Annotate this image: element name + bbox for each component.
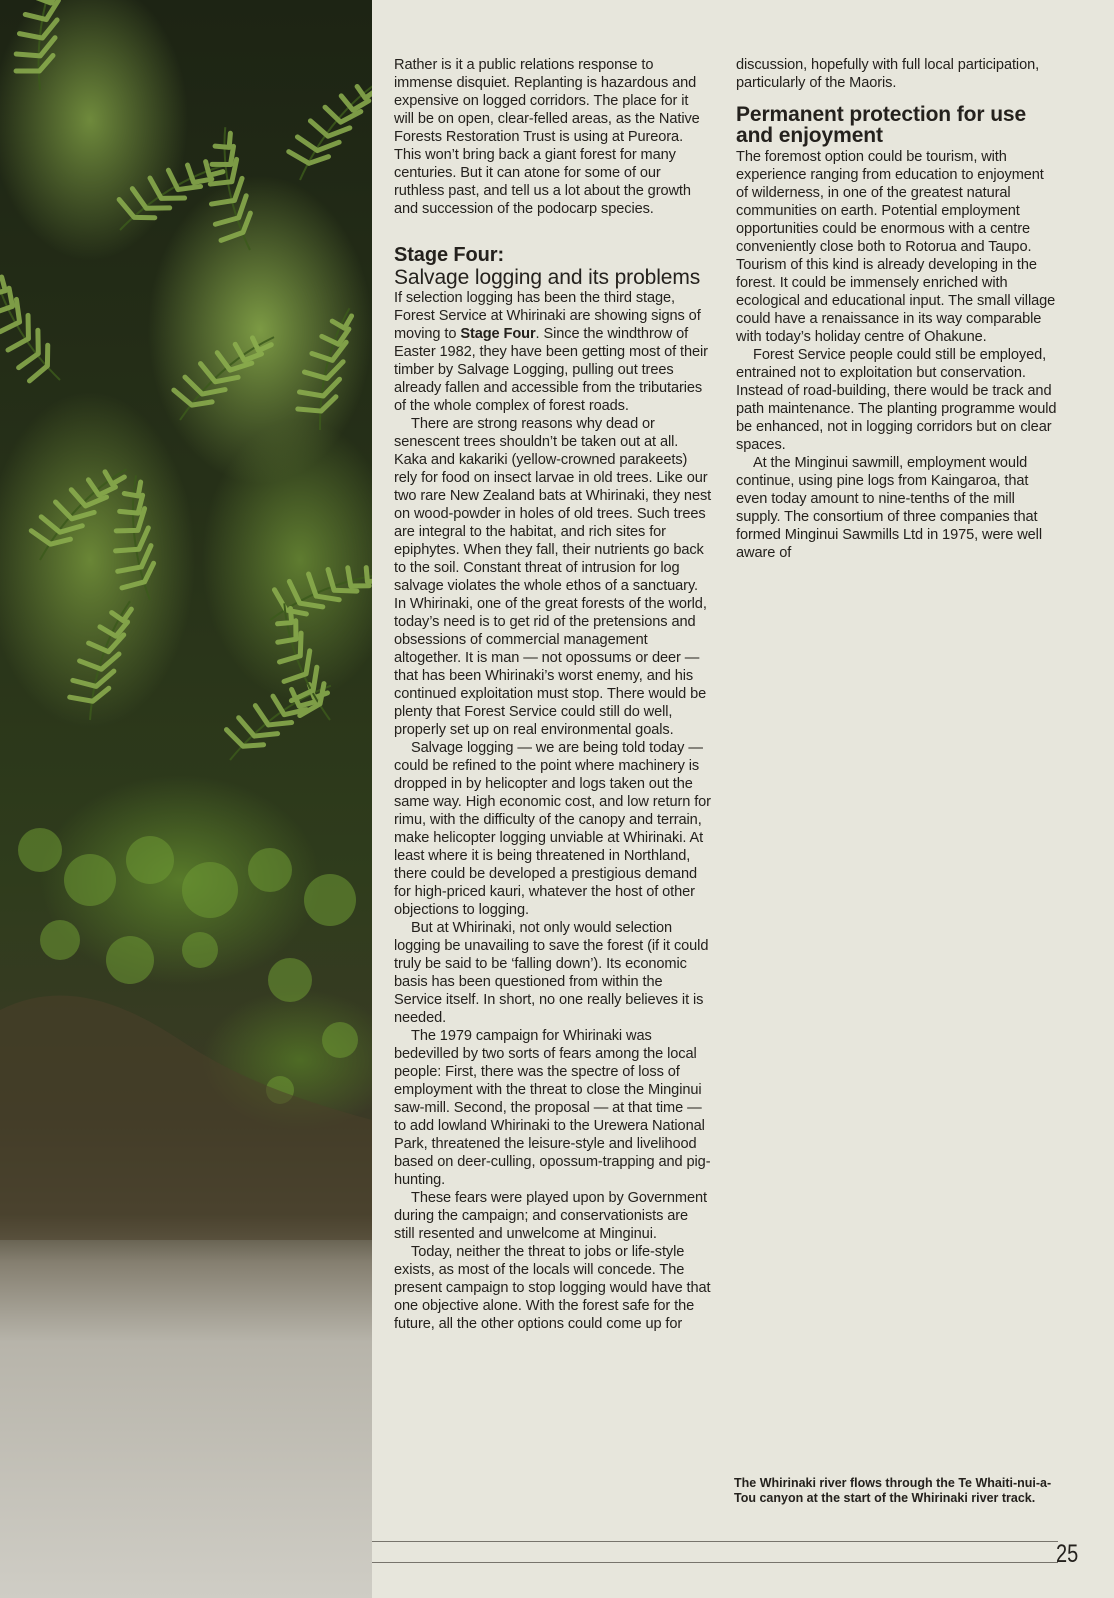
footer-rule-top xyxy=(372,1541,1058,1542)
body-paragraph: Forest Service people could still be employed, entrained not to exploitation but conservation. Instead of road-building, there would be track and path maintenance. The planting programme would be enhanced, not in logging corridors but on clear spaces. xyxy=(736,347,1057,453)
section-heading: Permanent protection for use and enjoyment xyxy=(736,103,1027,147)
body-paragraph xyxy=(394,289,712,415)
right-text-column xyxy=(736,56,1058,562)
intro-paragraph: Rather is it a public relations response to immense disquiet. Replanting is hazardous and expensive on logged corridors. The place for it will be on open, clear-felled areas, as the Native Forests Restoration Trust is using at Pureora. This won’t bring back a giant forest for many centuries. But it can atone for some of our ruthless past, and tell us a lot about the growth and succession of the podocarp species. xyxy=(394,57,700,217)
body-paragraph: The foremost option could be tourism, with experience ranging from education to enjoyment of wilderness, in one of the greatest natural communities on earth. Potential employment opportunities could be enormous with a centre conveniently close both to Rotorua and Taupo. Tourism of this kind is already developing in the forest. It could be immensely enriched with ecological and educational input. The small village could have a renaissance in its way comparable with today’s holiday centre of Ohakune. xyxy=(736,149,1056,345)
body-paragraph: These fears were played upon by Government during the campaign; and conservationists are still resented and unwelcome at Minginui. xyxy=(394,1190,707,1242)
body-text: If selection logging has been the third stage, Forest Service at Whirinaki are showing signs of moving to xyxy=(394,290,701,342)
forest-photo xyxy=(0,0,372,1598)
stage-four-subtitle: Salvage logging and its problems xyxy=(394,266,701,289)
fern-illustration xyxy=(0,0,372,1598)
page-number: 25 xyxy=(1056,1540,1079,1568)
stage-four-heading xyxy=(394,244,712,289)
body-paragraph: The 1979 campaign for Whirinaki was bedevilled by two sorts of fears among the local people: First, there was the spectre of loss of employment with the threat to close the Minginui saw-mill. Second, the proposal — at that time — to add lowland Whirinaki to the Urewera National Park, threatened the leisure-style and livelihood based on deer-culling, opossum-trapping and pig-hunting. xyxy=(394,1028,711,1188)
footer-rule-bottom xyxy=(372,1562,1058,1563)
body-paragraph: There are strong reasons why dead or senescent trees shouldn’t be taken out at all. Kaka and kakariki (yellow-crowned parakeets) rely for food on insect larvae in old trees. Like our two rare New Zealand bats at Whirinaki, they nest on wood-powder in holes of old trees. Such trees are integral to the habitat, and rich sites for epiphytes. When they fall, their nutrients go back to the soil. Constant threat of intrusion for log salvage violates the whole ethos of a sanctuary. In Whirinaki, one of the great forests of the world, today’s need is to get rid of the pretensions and obsessions of commercial management altogether. It is man — not opossums or deer — that has been Whirinaki’s worst enemy, and his continued exploitation must stop. There would be plenty that Forest Service could still do well, properly set up on real environmental goals. xyxy=(394,416,712,738)
body-paragraph: Today, neither the threat to jobs or life-style exists, as most of the locals will concede. The present campaign to stop logging would have that one objective alone. With the forest safe for the future, all the other options could come up for xyxy=(394,1244,711,1332)
stage-four-title: Stage Four: xyxy=(394,244,505,266)
continued-paragraph: discussion, hopefully with full local participation, particularly of the Maoris. xyxy=(736,57,1040,91)
body-paragraph: Salvage logging — we are being told today — could be refined to the point where machinery is dropped in by helicopter and logs taken out the same way. High economic cost, and low return for rimu, with the difficulty of the canopy and terrain, make helicopter logging unviable at Whirinaki. At least where it is being threatened in Northland, there could be developed a prestigious demand for high-priced kauri, whatever the host of other objections to logging. xyxy=(394,740,711,918)
body-paragraph: But at Whirinaki, not only would selection logging be unavailing to save the forest (if it could truly be said to be ‘falling down’). Its economic basis has been questioned from within the Service itself. In short, no one really believes it is needed. xyxy=(394,920,709,1026)
photo-caption: The Whirinaki river flows through the Te Whaiti-nui-a-Tou canyon at the start of the Whirinaki river track. xyxy=(734,1476,1052,1505)
body-text: . Since the windthrow of Easter 1982, they have been getting most of their timber by Salvage Logging, pulling out trees already fallen and accessible from the tributaries of the whole complex of forest roads. xyxy=(394,326,708,414)
bold-term: Stage Four xyxy=(460,326,536,342)
body-paragraph: At the Minginui sawmill, employment would continue, using pine logs from Kaingaroa, that even today amount to nine-tenths of the mill supply. The consortium of three companies that formed Minginui Sawmills Ltd in 1975, were well aware of xyxy=(736,455,1042,561)
left-text-column xyxy=(394,56,712,1333)
